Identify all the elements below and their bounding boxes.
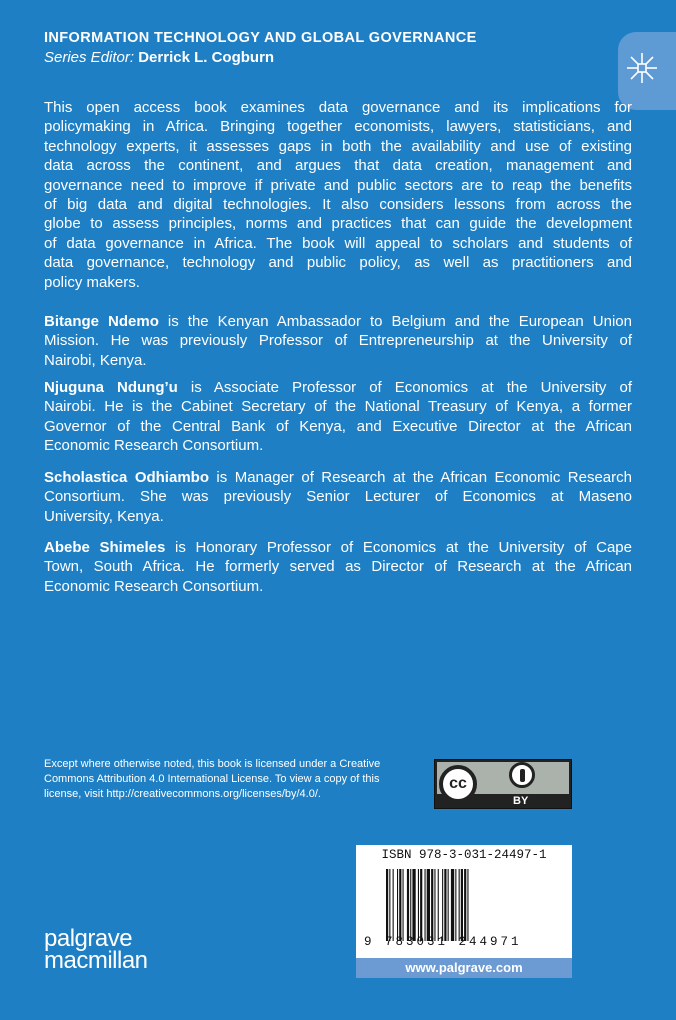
publisher-logo (44, 925, 148, 974)
bio-line: is Associate Professor of Economics at the University of (177, 379, 632, 396)
cc-by-label: BY (513, 795, 529, 807)
author-bio-ndemo (44, 312, 632, 370)
license-line: Commons Attribution 4.0 International License. To view a copy of this (44, 773, 380, 785)
bio-line: Nairobi. He is the Cabinet Secretary of the National Treasury of Kenya, a former (44, 398, 632, 416)
series-title: INFORMATION TECHNOLOGY AND GLOBAL GOVERNANCE (44, 30, 477, 46)
bio-line: Mission. He was previously Professor of Entrepreneurship at the University of (44, 332, 632, 350)
description-line: policy makers. (44, 273, 140, 291)
description-line: policymaking in Africa. Bringing together economists, lawyers, statisticians, and (44, 118, 632, 136)
series-editor-label: Series Editor: (44, 49, 135, 66)
book-description (44, 98, 632, 292)
series-editor-name: Derrick L. Cogburn (138, 49, 275, 66)
attribution-person-icon (509, 762, 535, 788)
description-line: of data governance in Africa. The book will appeal to scholars and students of (44, 234, 632, 252)
cc-icon: cc (439, 765, 477, 803)
license-notice (44, 757, 384, 802)
bio-line: Economic Research Consortium. (44, 437, 264, 455)
description-line: governance need to improve if private and public sectors are to reap the benefits (44, 176, 632, 194)
series-editor (44, 49, 274, 66)
bio-line: Town, South Africa. He formerly served as Director of Research at the African (44, 558, 632, 576)
author-name: Abebe Shimeles (44, 539, 166, 556)
description-line: globe to assess principles, norms and practices that can guide the development (44, 215, 632, 233)
publisher-website: www.palgrave.com (356, 958, 572, 978)
cc-by-badge (434, 759, 572, 809)
author-bio-odhiambo (44, 468, 632, 526)
bio-line: Nairobi, Kenya. (44, 351, 147, 369)
author-bio-shimeles (44, 538, 632, 596)
bio-line: University, Kenya. (44, 507, 164, 525)
isbn-barcode (356, 845, 572, 958)
barcode-digits: 9 783031 244971 (364, 935, 522, 949)
description-line: data governance, technology and public policy, as well as practitioners and (44, 254, 632, 272)
description-line: of big data and digital technologies. It also considers lessons from across the (44, 196, 632, 214)
barcode-icon (386, 869, 546, 945)
description-line: data across the continent, and argues that data creation, management and (44, 157, 632, 175)
isbn-label: ISBN 978-3-031-24497-1 (381, 848, 547, 862)
bio-line: is the Kenyan Ambassador to Belgium and the European Union (158, 313, 632, 330)
description-line: This open access book examines data governance and its implications for (44, 99, 632, 116)
author-name: Bitange Ndemo (44, 313, 159, 330)
bio-line: is Honorary Professor of Economics at the University of Cape (165, 539, 632, 556)
author-bio-ndungu (44, 378, 632, 456)
author-name: Njuguna Ndung’u (44, 379, 178, 396)
bio-line: Governor of the Central Bank of Kenya, and Executive Director at the African (44, 417, 632, 435)
description-line: technology experts, it assesses gaps in both the availability and use of existing (44, 137, 632, 155)
author-name: Scholastica Odhiambo (44, 469, 209, 486)
network-icon (624, 50, 660, 86)
bio-line: Economic Research Consortium. (44, 577, 264, 595)
logo-line: palgrave (44, 925, 133, 952)
license-line: Except where otherwise noted, this book is licensed under a Creative (44, 758, 381, 770)
bio-line: Consortium. She was previously Senior Lecturer of Economics at Maseno (44, 488, 632, 506)
logo-line: macmillan (44, 947, 148, 974)
bio-line: is Manager of Research at the African Economic Research (208, 469, 632, 486)
license-line: license, visit http://creativecommons.org/licenses/by/4.0/. (44, 788, 321, 800)
